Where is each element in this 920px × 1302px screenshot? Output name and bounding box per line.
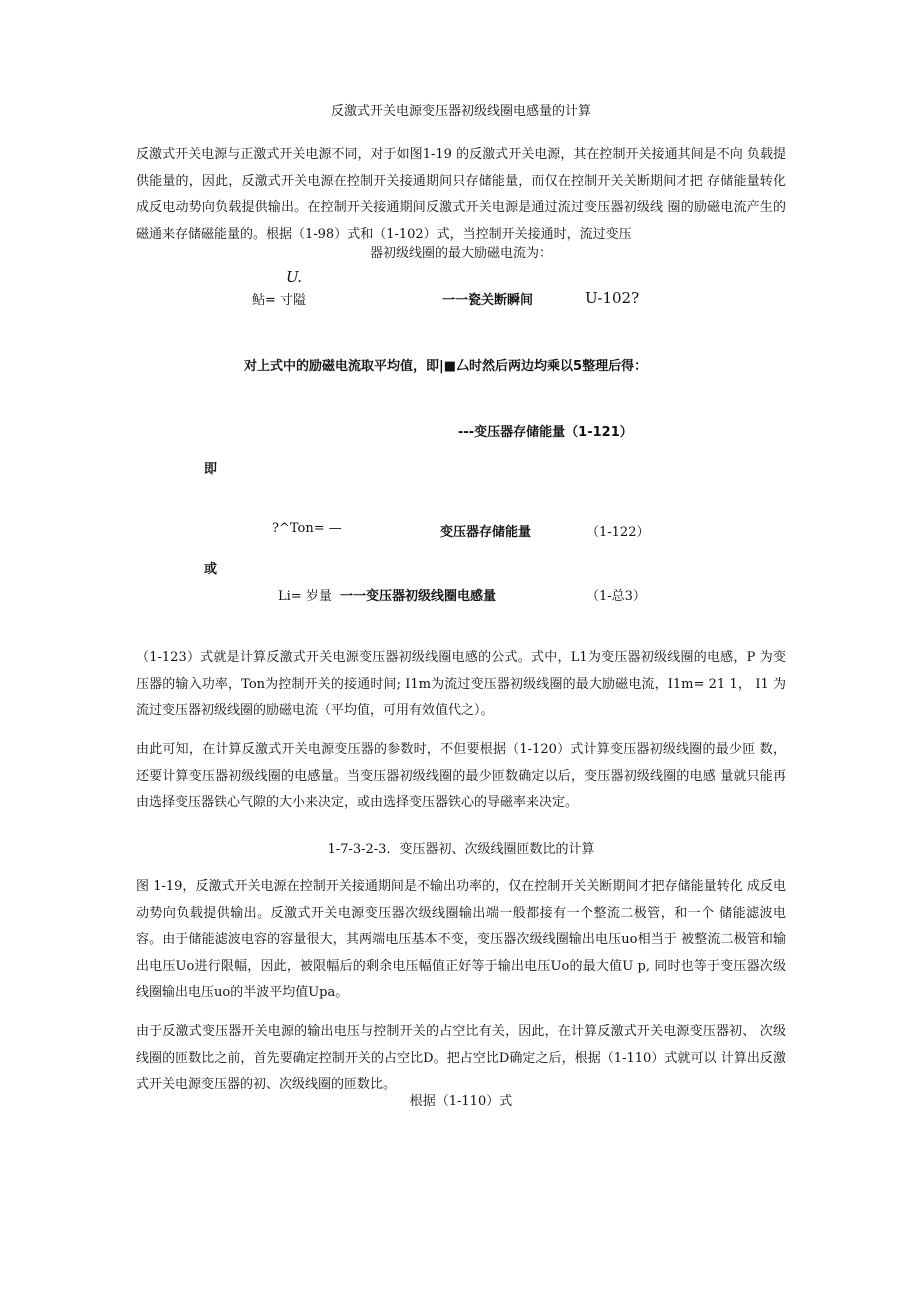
eq3-desc: 变压器存储能量: [440, 525, 532, 540]
ji-label: 即: [204, 462, 218, 477]
paragraph-5: 由于反激式变压器开关电源的输出电压与控制开关的占空比有关，因此，在计算反激式开关电源变压器初、 次级线圈的匝数比之前，首先要确定控制开关的占空比D。把占空比D确定之后，根据（1-110）式就可以 计算出反激式开关电源变压器的初、次级线圈的匝数比。: [136, 1024, 786, 1092]
footer-line: 根据（1-110）式: [409, 1094, 513, 1109]
paragraph-2: （1-123）式就是计算反激式开关电源变压器初级线圈电感的公式。式中，L1为变压器初级线圈的电感，P 为变压器的输入功率，Ton为控制开关的接通时间; I1m为流过变压器初级线圈的最大励磁电流，I1m= 21 1， I1 为流过变压器初级线圈的励磁电流（平均值，可用有效值代之）。: [136, 650, 786, 718]
paragraph-1-tail: 器初级线圈的最大励磁电流为：: [369, 246, 552, 261]
eq4-left: Li= 岁量: [278, 589, 332, 604]
eq4-desc: 一一变压器初级线圈电感量: [340, 589, 497, 604]
eq1-left: 鲇= 寸隘: [252, 293, 307, 308]
eq1-number: U-102?: [585, 289, 640, 307]
eq1-desc: 一一瓷关断瞬间: [442, 293, 534, 308]
doc-title: 反激式开关电源变压器初级线圈电感量的计算: [330, 104, 591, 119]
eq4-number: （1-总3）: [586, 589, 646, 604]
equation-text: 对上式中的励磁电流取平均值，即|■厶时然后两边均乘以5整理后得：: [244, 359, 648, 374]
huo-label: 或: [204, 562, 218, 577]
eq1-top: U.: [286, 268, 303, 286]
paragraph-4: 图 1-19，反激式开关电源在控制开关接通期间是不输出功率的，仅在控制开关关断期间才把存储能量转化 成反电动势向负载提供输出。反激式开关电源变压器次级线圈输出端一般都接有一个整流二极管，和一个 储能滤波电容。由于储能滤波电容的容量很大，其两端电压基本不变，变压器次级线圈输出电压uo相当于 被整流二极管和输出电压Uo进行限幅，因此，被限幅后的剩余电压幅值正好等于输出电压Uo的最大值U p, 同时也等于变压器次级线圈输出电压uo的半波平均值Upa。: [136, 879, 786, 1000]
eq3-number: （1-122）: [586, 525, 650, 540]
section-heading: 1-7-3-2-3．变压器初、次级线圈匝数比的计算: [327, 842, 595, 857]
paragraph-3: 由此可知，在计算反激式开关电源变压器的参数时，不但要根据（1-120）式计算变压器初级线圈的最少匝 数，还要计算变压器初级线圈的电感量。当变压器初级线圈的最少匝数确定以后，变压器初级线圈的电感 量就只能再由选择变压器铁心气隙的大小来决定，或由选择变压器铁心的导磁率来决定。: [136, 742, 786, 810]
eq2-desc: ---变压器存储能量（1-121）: [458, 425, 633, 440]
eq3-left: ?^Ton= —: [272, 521, 342, 536]
paragraph-1: 反激式开关电源与正激式开关电源不同，对于如图1-19 的反激式开关电源，其在控制开关接通其间是不向 负载提供能量的，因此，反激式开关电源在控制开关接通期间只存储能量，而仅在控制开关关断期间才把 存储能量转化成反电动势向负载提供输出。在控制开关接通期间反激式开关电源是通过流过变压器初级线 圈的励磁电流产生的磁通来存储磁能量的。根据（1-98）式和（1-102）式，当控制开关接通时，流过变压: [136, 147, 786, 242]
